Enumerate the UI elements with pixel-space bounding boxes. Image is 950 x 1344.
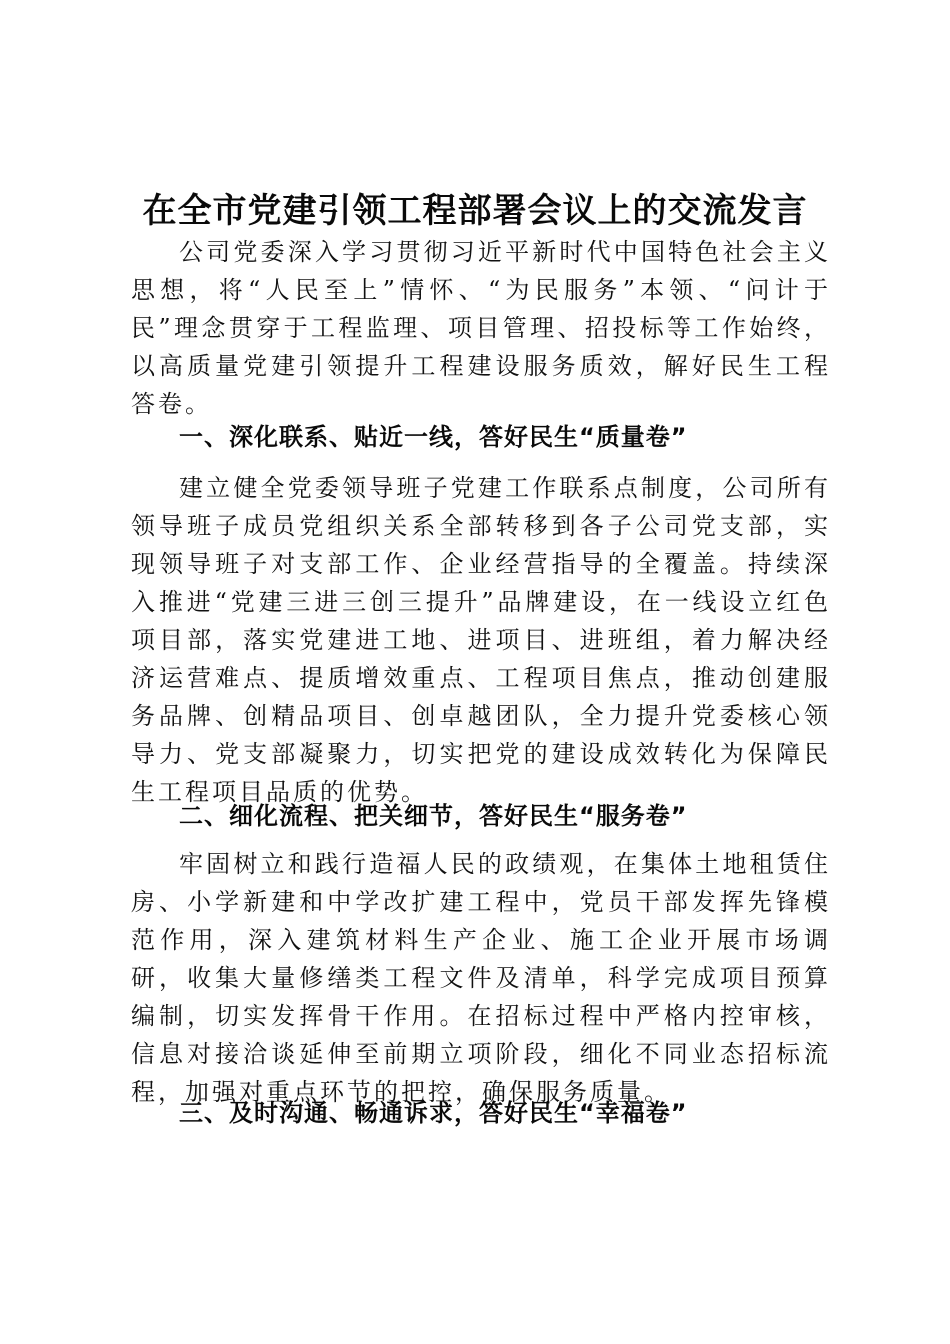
intro-paragraph: 公司党委深入学习贯彻习近平新时代中国特色社会主义思想，将“人民至上”情怀、“为民服务”本领、“问计于民”理念贯穿于工程监理、项目管理、招投标等工作始终，以高质量党建引领提升工程建设服务质效，解好民生工程答卷。 (131, 238, 831, 418)
section-1-body: 建立健全党委领导班子党建工作联系点制度，公司所有领导班子成员党组织关系全部转移到各子公司党支部，实现领导班子对支部工作、企业经营指导的全覆盖。持续深入推进“党建三进三创三提升”品牌建设，在一线设立红色项目部，落实党建进工地、进项目、进班组，着力解决经济运营难点、提质增效重点、工程项目焦点，推动创建服务品牌、创精品项目、创卓越团队，全力提升党委核心领导力、党支部凝聚力，切实把党的建设成效转化为保障民生工程项目品质的优势。 (131, 474, 831, 806)
document-title: 在全市党建引领工程部署会议上的交流发言 (142, 190, 808, 231)
section-1-heading: 一、深化联系、贴近一线，答好民生“质量卷” (179, 423, 688, 451)
section-2-body: 牢固树立和践行造福人民的政绩观，在集体土地租赁住房、小学新建和中学改扩建工程中，党员干部发挥先锋模范作用，深入建筑材料生产企业、施工企业开展市场调研，收集大量修缮类工程文件及清单，科学完成项目预算编制，切实发挥骨干作用。在招标过程中严格内控审核，信息对接洽谈延伸至前期立项阶段，细化不同业态招标流程，加强对重点环节的把控，确保服务质量。 (131, 850, 831, 1106)
section-3-heading: 三、及时沟通、畅通诉求，答好民生“幸福卷” (179, 1099, 688, 1127)
section-2-heading: 二、细化流程、把关细节，答好民生“服务卷” (179, 802, 688, 830)
